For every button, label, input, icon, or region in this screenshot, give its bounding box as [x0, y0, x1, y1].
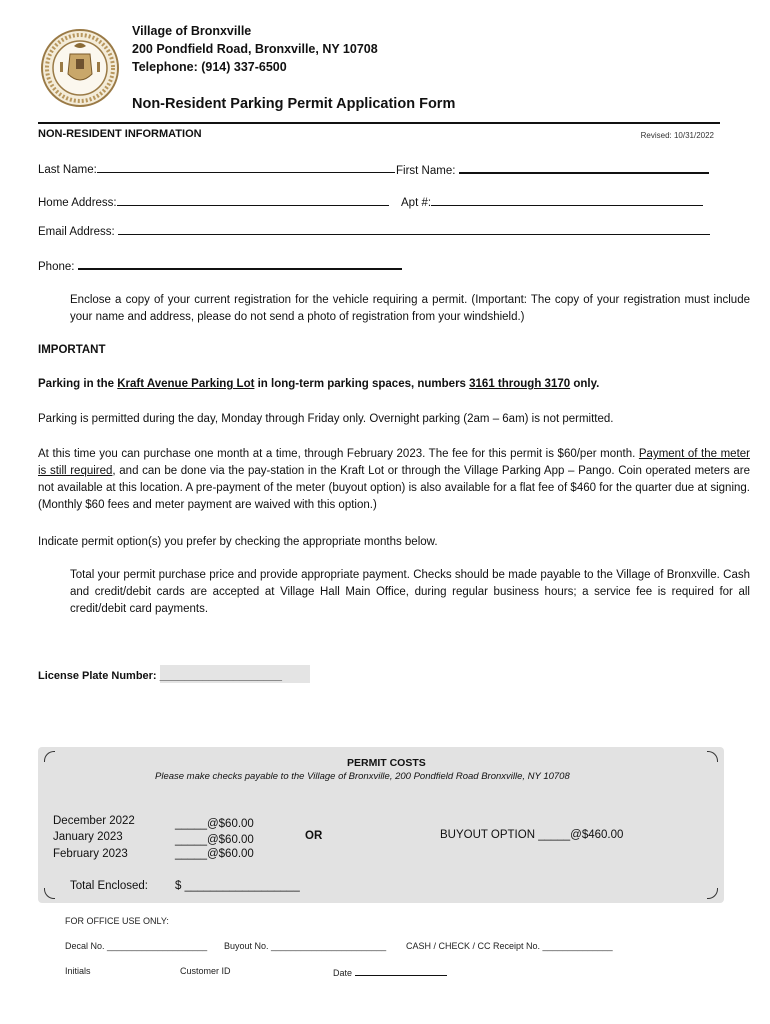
- corner-mark: [707, 888, 718, 899]
- apt-field[interactable]: [431, 193, 703, 206]
- form-title: Non-Resident Parking Permit Application Form: [132, 96, 456, 112]
- checks-payable-note: Please make checks payable to the Village of Bronxville, 200 Pondfield Road Bronxville, NY 10708: [155, 771, 570, 782]
- date-label: Date: [333, 968, 353, 978]
- org-name: Village of Bronxville: [132, 24, 252, 38]
- meter-required: Payment of the meter is still required: [38, 448, 750, 477]
- price-december[interactable]: _____@$60.00: [175, 818, 254, 830]
- license-plate-field[interactable]: License Plate Number: ____________________: [38, 670, 283, 682]
- month-january: January 2023: [53, 831, 123, 843]
- total-enclosed-label: Total Enclosed:: [70, 880, 148, 892]
- first-name-field[interactable]: [459, 160, 709, 174]
- corner-mark: [707, 751, 718, 762]
- office-use-label: FOR OFFICE USE ONLY:: [65, 916, 169, 926]
- corner-mark: [44, 888, 55, 899]
- corner-mark: [44, 751, 55, 762]
- section-label: NON-RESIDENT INFORMATION: [38, 128, 202, 140]
- phone-row: [38, 255, 402, 273]
- month-february: February 2023: [53, 848, 128, 860]
- fee-details: , and can be done via the pay-station in the Kraft Lot or through the Village Parking App – Pango. Coin operated meters are not available at this location. A pre-payment of the meter (buyout option) is also available for a flat fee of $460 for the quarter due at signing. (Monthly $60 fees and meter payment are waived with this option.): [38, 465, 750, 511]
- important-label: IMPORTANT: [38, 344, 106, 356]
- home-address-row: [38, 193, 389, 209]
- or-label: OR: [305, 830, 323, 842]
- price-february[interactable]: _____@$60.00: [175, 848, 254, 860]
- parking-mid: in long-term parking spaces, numbers: [254, 378, 470, 390]
- enclose-instructions: Enclose a copy of your current registration for the vehicle requiring a permit. (Important: The copy of your registration must include your name and address, please do not send a photo of registration from your windshield.): [70, 294, 750, 323]
- total-enclosed-field[interactable]: $ __________________: [175, 880, 300, 892]
- first-name-label: First Name:: [396, 165, 456, 177]
- permit-costs-title: PERMIT COSTS: [347, 757, 426, 769]
- revised-date: Revised: 10/31/2022: [640, 131, 714, 140]
- village-seal: [40, 28, 120, 108]
- parking-location: [38, 376, 750, 393]
- parking-suffix: only.: [570, 378, 600, 390]
- month-december: December 2022: [53, 815, 135, 827]
- phone-field[interactable]: [78, 255, 402, 270]
- last-name-label: Last Name:: [38, 164, 97, 176]
- header-divider: [38, 122, 720, 124]
- price-january[interactable]: _____@$60.00: [175, 834, 254, 846]
- seal-icon: [40, 28, 120, 108]
- apt-row: [401, 193, 703, 209]
- email-field[interactable]: [118, 222, 710, 235]
- home-address-label: Home Address:: [38, 197, 117, 209]
- parking-lot-name: Kraft Avenue Parking Lot: [117, 378, 255, 390]
- date-field[interactable]: [355, 966, 447, 976]
- decal-number-field[interactable]: Decal No. ____________________: [65, 941, 208, 951]
- last-name-field[interactable]: [97, 160, 395, 173]
- date-row: [333, 966, 447, 978]
- apt-label: Apt #:: [401, 197, 432, 209]
- email-label: Email Address:: [38, 226, 115, 238]
- buyout-number-field[interactable]: Buyout No. _______________________: [224, 941, 387, 951]
- fee-paragraph: [38, 446, 750, 514]
- receipt-number-field[interactable]: CASH / CHECK / CC Receipt No. ______________: [406, 941, 613, 951]
- fee-intro: At this time you can purchase one month at a time, through February 2023. The fee for this permit is $60/per month.: [38, 448, 639, 460]
- last-name-row: [38, 160, 395, 176]
- parking-prefix: Parking in the: [38, 378, 118, 390]
- initials-label: Initials: [65, 966, 91, 976]
- permitted-hours: Parking is permitted during the day, Monday through Friday only. Overnight parking (2am – 6am) is not permitted.: [38, 413, 614, 425]
- parking-space-numbers: 3161 through 3170: [469, 378, 571, 390]
- phone-label: Phone:: [38, 261, 75, 273]
- email-row: [38, 222, 710, 238]
- home-address-field[interactable]: [117, 193, 389, 206]
- indicate-instructions: Indicate permit option(s) you prefer by checking the appropriate months below.: [38, 536, 438, 548]
- first-name-row: [396, 160, 709, 177]
- buyout-option[interactable]: BUYOUT OPTION _____@$460.00: [440, 829, 624, 841]
- org-phone: Telephone: (914) 337-6500: [132, 60, 287, 74]
- total-instructions: Total your permit purchase price and provide appropriate payment. Checks should be made payable to the Village of Bronxville. Cash and credit/debit cards are accepted at Village Hall Main Office, during regular business hours; a service fee is required for all credit/debit card payments.: [70, 569, 750, 615]
- customer-id-label: Customer ID: [180, 966, 231, 976]
- org-address: 200 Pondfield Road, Bronxville, NY 10708: [132, 42, 378, 56]
